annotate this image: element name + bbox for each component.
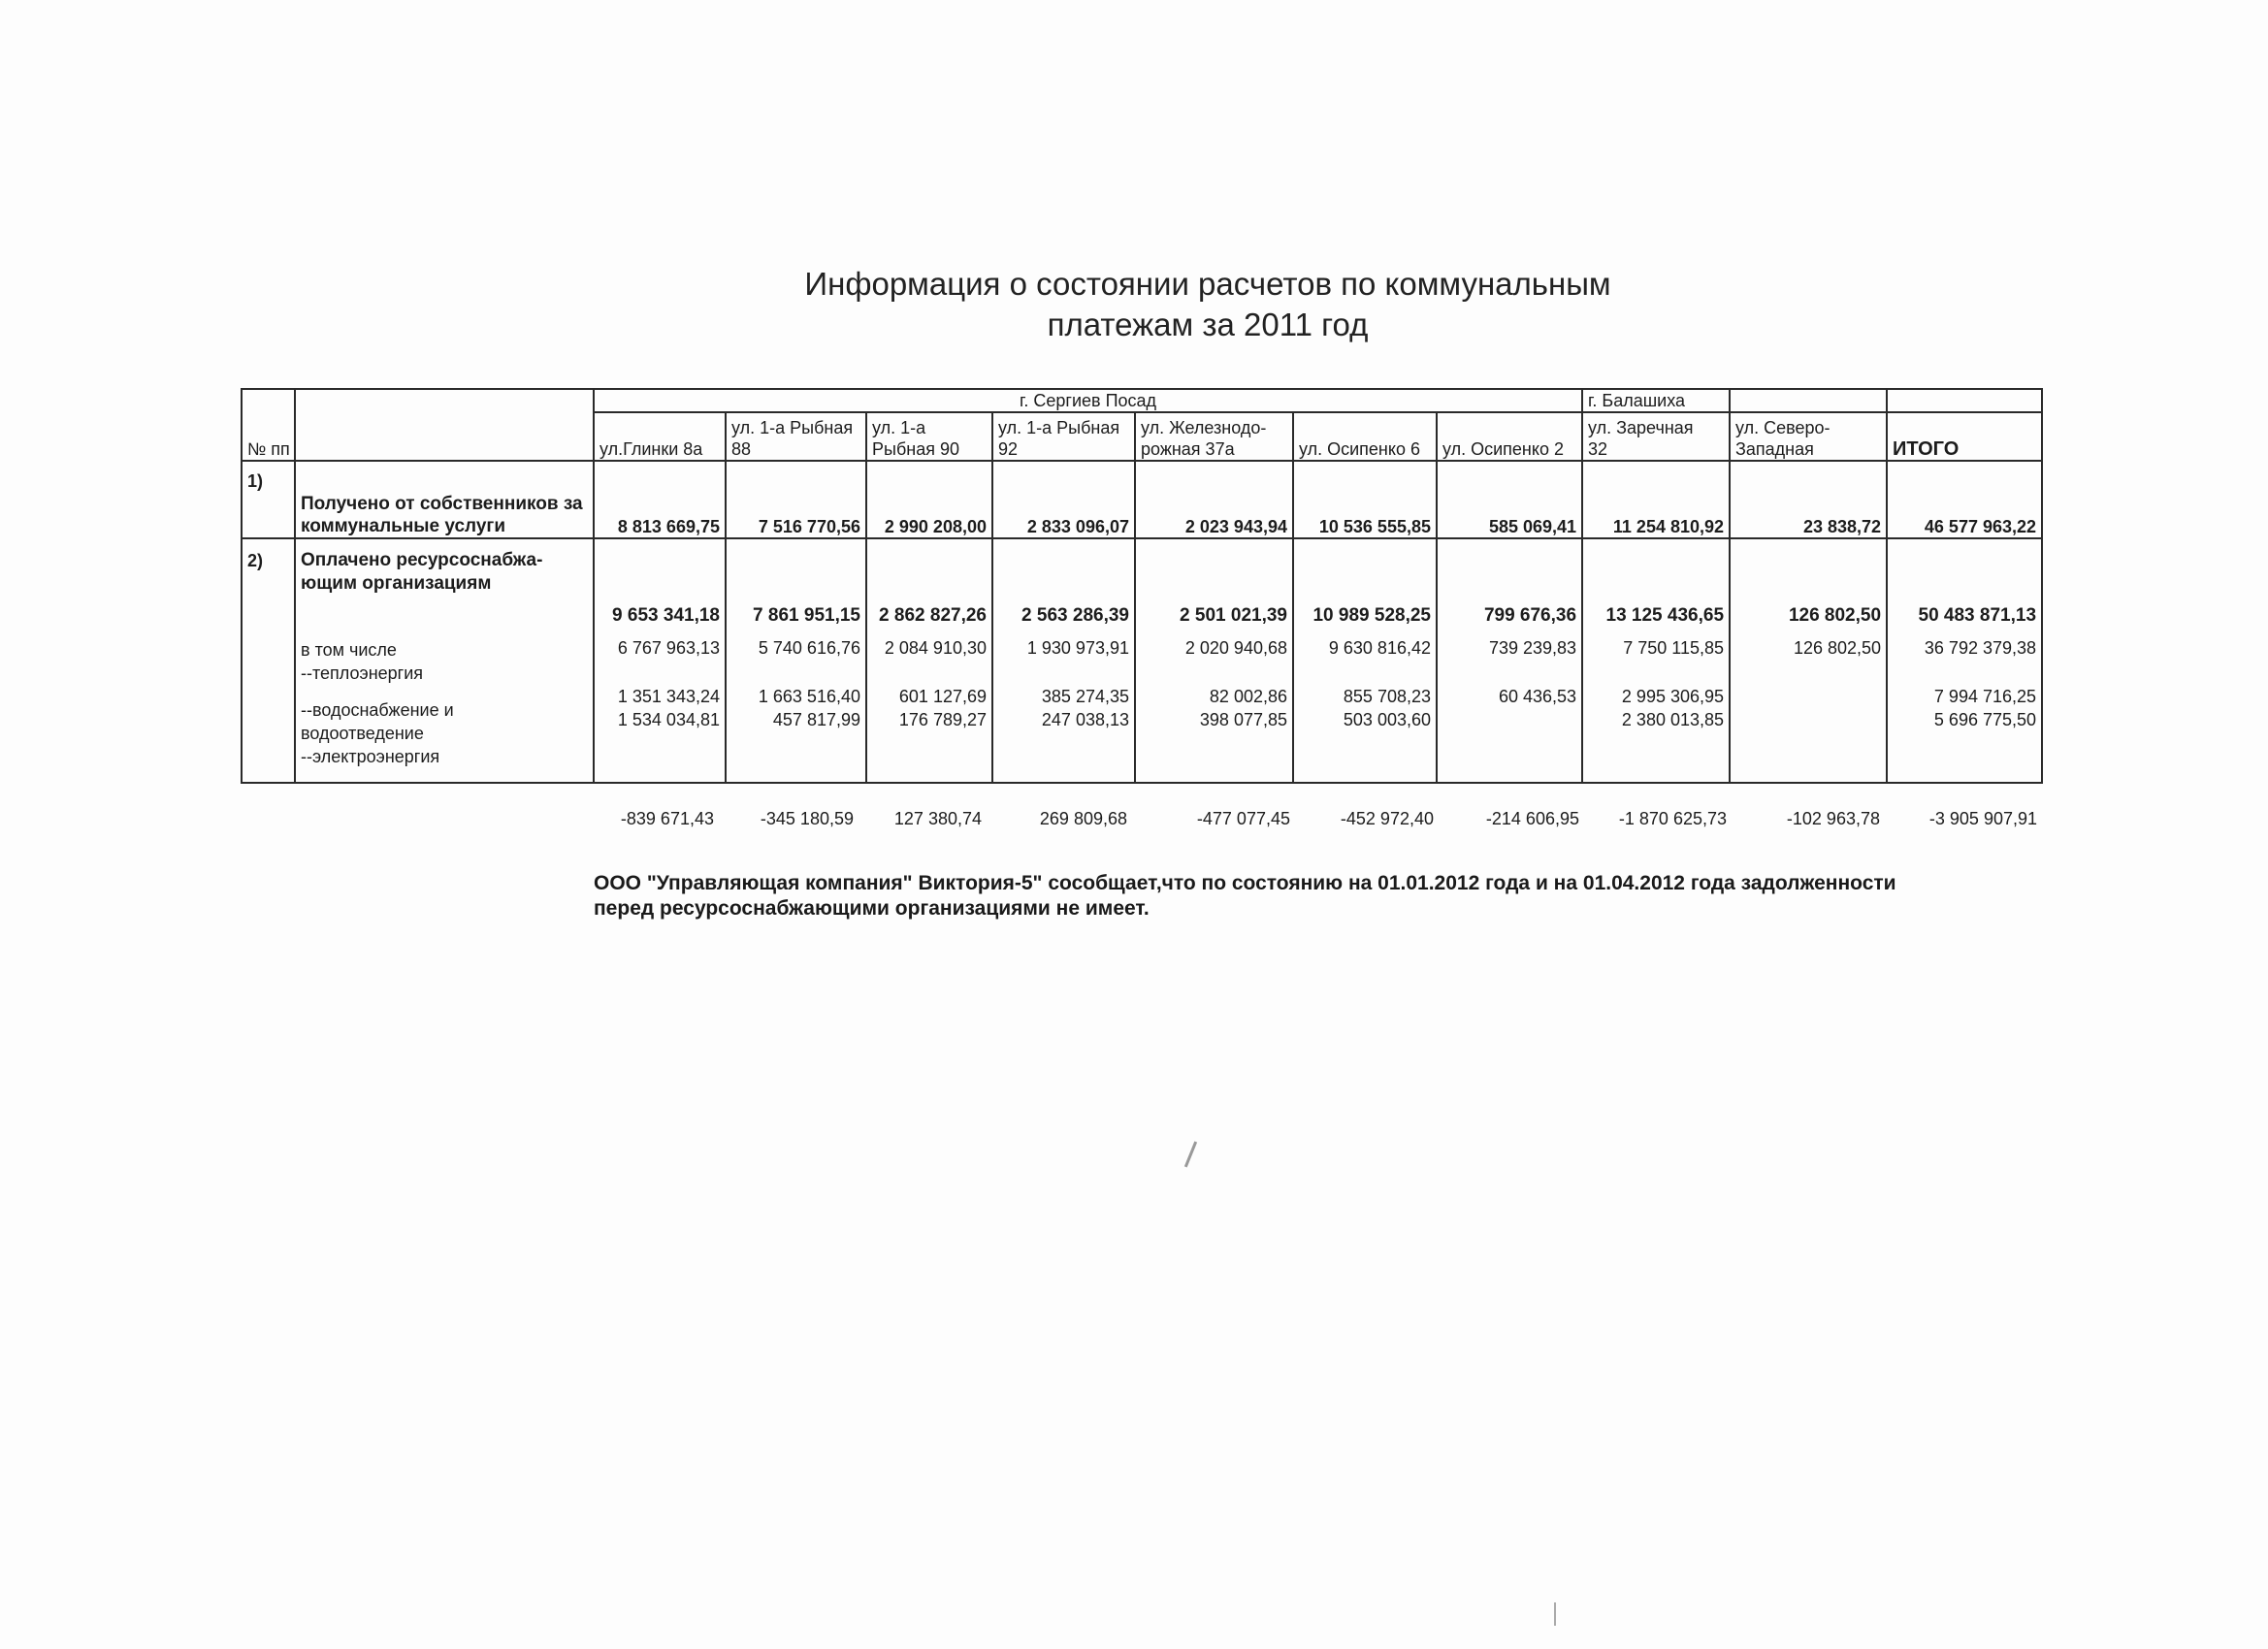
row2-values-col: [1135, 538, 1293, 783]
row2-total-value: 10 989 528,25: [1312, 605, 1431, 626]
difference-value: 127 380,74: [893, 809, 982, 828]
row2-total-value: 13 125 436,65: [1605, 605, 1725, 626]
row2-total-value: 50 483 871,13: [1918, 605, 2037, 626]
row2-water-value: 60 436,53: [1498, 687, 1577, 706]
row2-number: 2): [242, 538, 295, 783]
difference-value: 269 809,68: [1039, 809, 1127, 828]
row2-heat-value: 5 740 616,76: [758, 638, 860, 658]
row1-value: 2 833 096,07: [992, 461, 1135, 538]
row2-heat-value: 7 750 115,85: [1623, 638, 1725, 658]
row2-total-value: 799 676,36: [1483, 605, 1577, 626]
row2-electric-value: 398 077,85: [1199, 710, 1287, 729]
row-received-from-owners: [242, 461, 2042, 538]
row2-values-col: [992, 538, 1135, 783]
row2-electric-value: 1 534 034,81: [617, 710, 720, 729]
scan-artifact-mark: [1184, 1141, 1197, 1167]
difference-value: -214 606,95: [1485, 809, 1579, 828]
row2-heat-value: 126 802,50: [1793, 638, 1882, 658]
difference-value: -839 671,43: [620, 809, 714, 828]
address-header: ул. 1-а Рыбная 88: [726, 412, 866, 461]
table-group-header-row: [242, 389, 2042, 412]
row2-heat-value: 1 930 973,91: [1026, 638, 1129, 658]
row2-total-value: 2 501 021,39: [1180, 605, 1287, 626]
address-header: ул. 1-а Рыбная 92: [992, 412, 1135, 461]
scan-artifact-line: [1554, 1602, 1556, 1626]
row2-values-col: [594, 538, 726, 783]
difference-value: -1 870 625,73: [1618, 809, 1727, 828]
row2-electric-value: 503 003,60: [1343, 710, 1431, 729]
row2-water-value: 1 663 516,40: [758, 687, 860, 706]
row1-value: 585 069,41: [1437, 461, 1582, 538]
document-title: [582, 264, 1833, 345]
row2-heat-value: 739 239,83: [1488, 638, 1577, 658]
row2-heat-value: 9 630 816,42: [1328, 638, 1431, 658]
row1-label: Получено от собственников за коммунальные услуги: [295, 461, 594, 538]
row2-values-col: [1293, 538, 1437, 783]
row2-total-value: 2 862 827,26: [879, 605, 987, 626]
row2-total-value: 2 563 286,39: [1021, 605, 1129, 626]
difference-value: -477 077,45: [1196, 809, 1290, 828]
row2-water-value: 601 127,69: [898, 687, 987, 706]
row2-heat-value: 2 084 910,30: [884, 638, 987, 658]
difference-row: [592, 809, 2043, 834]
address-header: ул. Заречная 32: [1582, 412, 1730, 461]
address-header: ул. Северо- Западная: [1730, 412, 1887, 461]
row1-value: 2 990 208,00: [866, 461, 992, 538]
row2-electric-value: 176 789,27: [898, 710, 987, 729]
row1-value: 10 536 555,85: [1293, 461, 1437, 538]
num-header-cell: [242, 389, 295, 461]
row2-heat-value: 6 767 963,13: [617, 638, 720, 658]
settlements-table: [241, 388, 2043, 784]
address-header: ул.Глинки 8а: [594, 412, 726, 461]
row2-electric-value: [1442, 708, 1576, 731]
row1-value: 7 516 770,56: [726, 461, 866, 538]
difference-value: -452 972,40: [1340, 809, 1434, 828]
title-line-1: Информация о состоянии расчетов по коммунальным: [804, 266, 1611, 302]
row2-water-value: 385 274,35: [1041, 687, 1129, 706]
address-header: ул. Железнодо- рожная 37а: [1135, 412, 1293, 461]
row2-water-value: 2 995 306,95: [1621, 687, 1725, 706]
row2-heat-value: 2 020 940,68: [1184, 638, 1287, 658]
row1-value: 2 023 943,94: [1135, 461, 1293, 538]
row2-water-value: 82 002,86: [1209, 687, 1287, 706]
address-header: ул. 1-а Рыбная 90: [866, 412, 992, 461]
row-paid-to-suppliers: [242, 538, 2042, 783]
row2-water-value: [1735, 685, 1881, 708]
address-header: ул. Осипенко 2: [1437, 412, 1582, 461]
row2-values-col: [1582, 538, 1730, 783]
row2-electric-value: 247 038,13: [1041, 710, 1129, 729]
group-balashikha: г. Балашиха: [1582, 389, 1730, 412]
title-line-2: платежам за 2011 год: [1047, 307, 1369, 342]
label-header-cell: [295, 389, 594, 461]
row1-value: 23 838,72: [1730, 461, 1887, 538]
row2-electric-value: 5 696 775,50: [1933, 710, 2037, 729]
row2-values-col: [1730, 538, 1887, 783]
difference-value: -345 180,59: [760, 809, 854, 828]
row2-water-value: 7 994 716,25: [1933, 687, 2037, 706]
group-empty-1: [1730, 389, 1887, 412]
statement-line-2: перед ресурсоснабжающими организациями не имеет.: [594, 897, 1150, 920]
row2-electric-value: 457 817,99: [772, 710, 860, 729]
row2-label: Оплачено ресурсоснабжа- ющим организациям в том числе --теплоэнергия --водоснабжение и водоотведение --электроэнергия: [295, 538, 594, 783]
row1-value: 8 813 669,75: [594, 461, 726, 538]
group-empty-2: [1887, 389, 2042, 412]
row2-total-col: [1887, 538, 2042, 783]
row2-heat-value: 36 792 379,38: [1924, 638, 2037, 658]
row2-total-value: 7 861 951,15: [753, 605, 860, 626]
row2-values-col: [1437, 538, 1582, 783]
row1-number: 1): [242, 461, 295, 538]
row2-total-value: 126 802,50: [1788, 605, 1882, 626]
row2-water-value: 1 351 343,24: [617, 687, 720, 706]
num-header: № пп: [247, 439, 290, 459]
row2-electric-value: 2 380 013,85: [1621, 710, 1725, 729]
row1-value: 11 254 810,92: [1582, 461, 1730, 538]
group-sergiev-posad: г. Сергиев Посад: [594, 389, 1582, 412]
statement-line-1: ООО "Управляющая компания" Виктория-5" сособщает,что по состоянию на 01.01.2012 года и на 01.04.2012 года задолженности: [594, 872, 1896, 894]
row2-values-col: [726, 538, 866, 783]
address-header: ул. Осипенко 6: [1293, 412, 1437, 461]
difference-value: -3 905 907,91: [1928, 809, 2037, 828]
row2-water-value: 855 708,23: [1343, 687, 1431, 706]
company-statement: [594, 871, 2049, 922]
row2-electric-value: [1735, 708, 1881, 731]
difference-value: -102 963,78: [1786, 809, 1880, 828]
row2-values-col: [866, 538, 992, 783]
total-header: ИТОГО: [1887, 412, 2042, 461]
row1-total: 46 577 963,22: [1887, 461, 2042, 538]
row2-total-value: 9 653 341,18: [612, 605, 720, 626]
